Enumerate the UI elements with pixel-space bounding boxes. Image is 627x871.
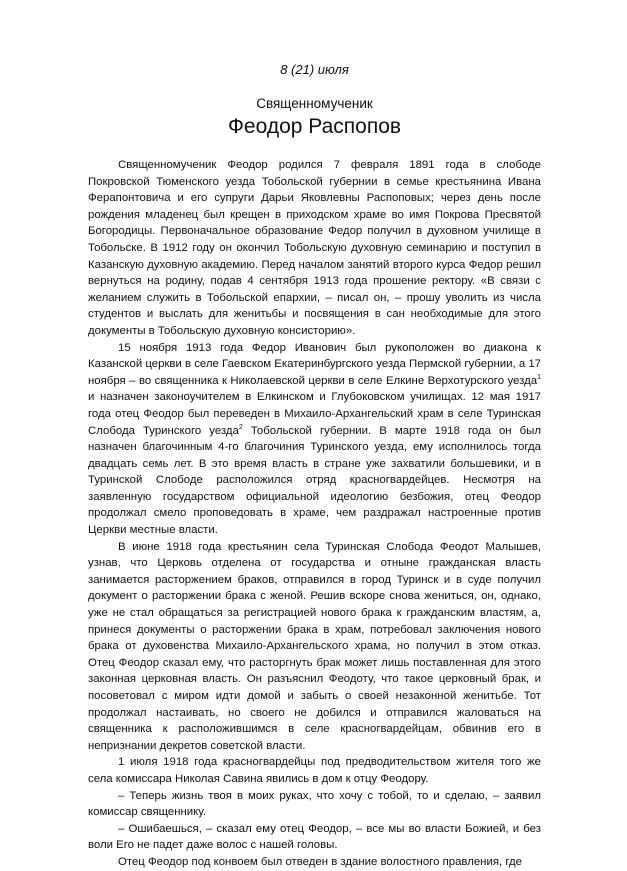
page-title: Феодор Распопов: [227, 115, 402, 138]
paragraph-2-part-b: и назначен законоучителем в Елкинском и Глубоковском училищах. 12 мая 1917 года отец Феодор был переведен в Михаило-Архангельский храм в селе Туринская Слобода Туринского уезда: [88, 391, 541, 437]
paragraph-1: Священномученик Феодор родился 7 февраля 1891 года в слободе Покровской Тюменского уезда Тобольской губернии в семье крестьянина Ивана Ферапонтовича и его супруги Дарьи Яковлевны Распоповых; через день после рождения младенец был крещен в приходском храме во имя Покрова Пресвятой Богородицы. Первоначальное образование Федор получил в духовном училище в Тобольске. В 1912 году он окончил Тобольскую духовную семинарию и поступил в Казанскую духовную академию. Перед началом занятий второго курса Федор решил вернуться на родину, подав 4 сентября 1913 года прошение ректору. «В связи с желанием служить в Тобольской епархии, – писал он, – прошу уволить из числа студентов и выслать для женитьбы и посвящения в сан необходимые для этого документы в Тобольскую духовную консисторию».: [88, 159, 541, 337]
saint-rank: Священномученик: [256, 96, 373, 111]
paragraph-2: [88, 340, 541, 539]
paragraph-2-part-a: 15 ноября 1913 года Федор Иванович был рукоположен во диакона к Казанской церкви в селе Гаевском Екатеринбургского уезда Пермской губернии, а 17 ноября – во священника к Николаевской церкви в селе Елкине Верхотурского уезда: [88, 341, 541, 387]
feast-date: 8 (21) июля: [280, 62, 349, 77]
paragraph-4: 1 июля 1918 года красногвардейцы под предводительством жителя того же села комиссара Николая Савина явились в дом к отцу Феодору.: [88, 756, 541, 785]
paragraph-7: Отец Феодор под конвоем был отведен в здание волостного правления, где: [118, 855, 522, 868]
footnote-marker-1[interactable]: 1: [537, 373, 541, 381]
footnote-marker-2[interactable]: 2: [238, 423, 243, 431]
paragraph-2-part-c: Тобольской губернии. В марте 1918 года он был назначен благочинным 4-го благочиния Туринского уезда, ему исполнилось тогда двадцать семь лет. В это время власть в стране уже захватили большевики, и в Туринской Слободе расположился отряд красногвардейцев. Несмотря на заявленную государством официальной идеологию безбожия, отец Феодор продолжал смело проповедовать в храме, чем раздражал настроенные против Церкви местные власти.: [88, 424, 541, 537]
paragraph-6: – Ошибаешься, – сказал ему отец Феодор, – все мы во власти Божией, и без воли Его не падет даже волос с нашей головы.: [88, 822, 541, 852]
article-body: [88, 157, 541, 871]
paragraph-3: В июне 1918 года крестьянин села Туринская Слобода Феодот Малышев, узнав, что Церковь отделена от государства и отныне гражданская власть занимается расторжением браков, отправился в город Туринск и в суде получил документ о расторжении брака с женой. Решив вскоре снова жениться, он, однако, уже не стал обращаться за регистрацией нового брака к гражданским властям, а, принеся документы о расторжении брака в храм, потребовал заключения нового брака от духовенства Михаило-Архангельского храма, но получил в этом отказ. Отец Феодор сказал ему, что расторгнуть брак может лишь поставленная для этого законная церковная власть. Он разъяснил Феодоту, что такое церковный брак, и посоветовал с миром идти домой и забыть о своей незаконной женитьбе. Тот продолжал настаивать, но своего не добился и отправился жаловаться на священника к расположившимся в селе красногвардейцам, обвинив его в непризнании декретов советской власти.: [88, 540, 541, 752]
paragraph-5: – Теперь жизнь твоя в моих руках, что хочу с тобой, то и сделаю, – заявил комиссар священнику.: [88, 789, 541, 819]
